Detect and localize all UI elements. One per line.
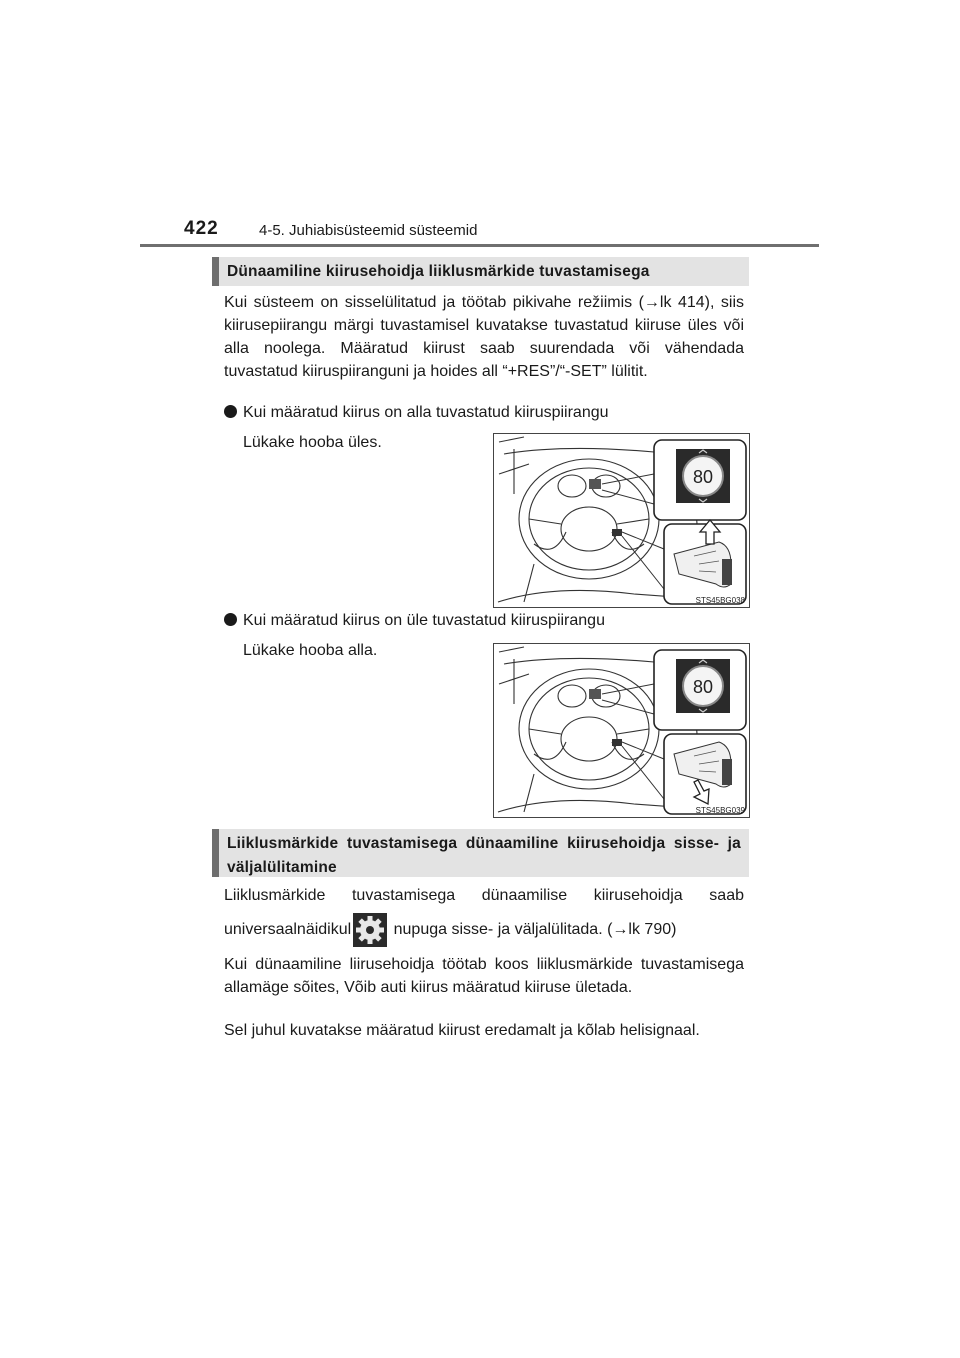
paragraph-with-icon — [224, 912, 744, 948]
bullet-text: Kui määratud kiirus on üle tuvastatud kiiruspiirangu — [243, 612, 605, 629]
bullet-text: Kui määratud kiirus on alla tuvastatud kiiruspiirangu — [243, 404, 609, 421]
figure-lever-down — [493, 643, 750, 818]
figure-code: STS45BG038 — [695, 596, 745, 605]
section-heading-text: Liiklusmärkide tuvastamisega dünaamiline kiirusehoidja sisse- ja väljalülitamine — [227, 835, 741, 876]
page-number: 422 — [184, 218, 219, 239]
speed-sign-label: 80 — [692, 467, 714, 487]
section-title: 4-5. Juhiabisüsteemid süsteemid — [259, 222, 478, 239]
paragraph: Kui dünaamiline liirusehoidja töötab koos liiklusmärkide tuvastamisega allamäge sõites, Võib auti kiirus määratud kiiruse ületada. — [224, 956, 744, 996]
figure-code: STS45BG039 — [695, 806, 745, 815]
paragraph-text: universaalnäidikul — [224, 921, 352, 938]
bullet-item — [224, 402, 609, 424]
settings-gear-icon — [353, 913, 387, 947]
speed-sign-label: 80 — [692, 677, 714, 697]
section-heading-text: Dünaamiline kiirusehoidja liiklusmärkide tuvastamisega — [227, 263, 650, 280]
instruction-text: Lükake hooba alla. — [243, 642, 378, 659]
section-heading — [212, 257, 749, 286]
intro-paragraph: Kui süsteem on sisselülitatud ja töötab pikivahe režiimis (→lk 414), siis kiirusepiirangu märgi tuvastamisel kuvatakse tuvastatud kiiruse üles või alla noolega. Määratud kiirust saab suurendada või vähendada tuvastatud kiiruspiiranguni ja hoides all “+RES”/“-SET” lülitit. — [224, 294, 744, 380]
bullet-icon — [224, 405, 237, 418]
bullet-item — [224, 610, 605, 632]
paragraph: Liiklusmärkide tuvastamisega dünaamilise kiirusehoidja saab — [224, 887, 744, 904]
figure-lever-up — [493, 433, 750, 608]
bullet-icon — [224, 613, 237, 626]
header-rule — [140, 244, 819, 247]
section-heading — [212, 829, 749, 877]
instruction-text: Lükake hooba üles. — [243, 434, 382, 451]
paragraph: Sel juhul kuvatakse määratud kiirust eredamalt ja kõlab helisignaal. — [224, 1022, 700, 1039]
paragraph-text: nupuga sisse- ja väljalülitada. (→lk 790) — [389, 921, 677, 938]
